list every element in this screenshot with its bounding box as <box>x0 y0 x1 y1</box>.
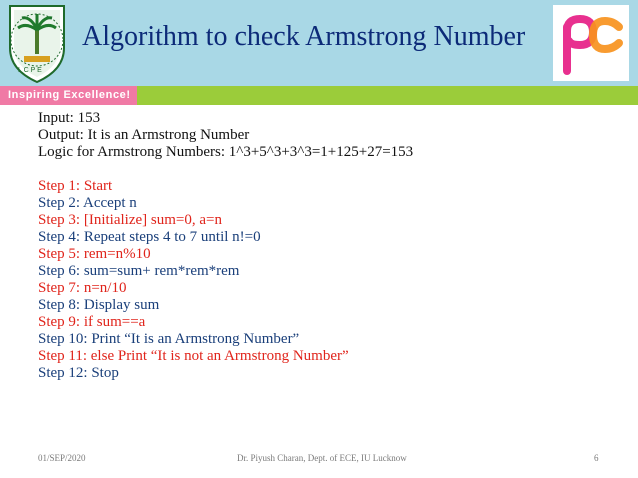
slide-title: Algorithm to check Armstrong Number <box>82 21 526 52</box>
page-number: 6 <box>594 453 599 463</box>
step-line: Step 10: Print “It is an Armstrong Number” <box>38 331 300 347</box>
step-line: Step 3: [Initialize] sum=0, a=n <box>38 212 222 228</box>
logic-line: Logic for Armstrong Numbers: 1^3+5^3+3^3=1+125+27=153 <box>38 144 414 160</box>
pc-logo <box>553 5 629 81</box>
step-line: Step 8: Display sum <box>38 297 160 313</box>
step-line: Step 4: Repeat steps 4 to 7 until n!=0 <box>38 229 261 245</box>
slide-body <box>38 110 628 382</box>
footer-date: 01/SEP/2020 <box>38 453 86 463</box>
pc-logo-icon <box>553 5 629 81</box>
output-line: Output: It is an Armstrong Number <box>38 127 250 143</box>
step-line: Step 2: Accept n <box>38 195 137 211</box>
svg-text:L C P E: L C P E <box>18 67 42 74</box>
step-line: Step 5: rem=n%10 <box>38 246 151 262</box>
step-line: Step 9: if sum==a <box>38 314 146 330</box>
step-line: Step 12: Stop <box>38 365 119 381</box>
accent-bar <box>137 86 638 105</box>
header-band <box>0 0 638 86</box>
step-line: Step 6: sum=sum+ rem*rem*rem <box>38 263 240 279</box>
tagline-text: Inspiring Excellence! <box>8 89 131 101</box>
input-line: Input: 153 <box>38 110 101 126</box>
tagline-banner <box>0 86 137 105</box>
step-line: Step 7: n=n/10 <box>38 280 127 296</box>
step-line: Step 1: Start <box>38 178 113 194</box>
university-logo <box>4 2 70 84</box>
step-line: Step 11: else Print “It is not an Armstrong Number” <box>38 348 349 364</box>
spacer <box>38 161 628 178</box>
footer-credit: Dr. Piyush Charan, Dept. of ECE, IU Lucknow <box>237 453 407 463</box>
